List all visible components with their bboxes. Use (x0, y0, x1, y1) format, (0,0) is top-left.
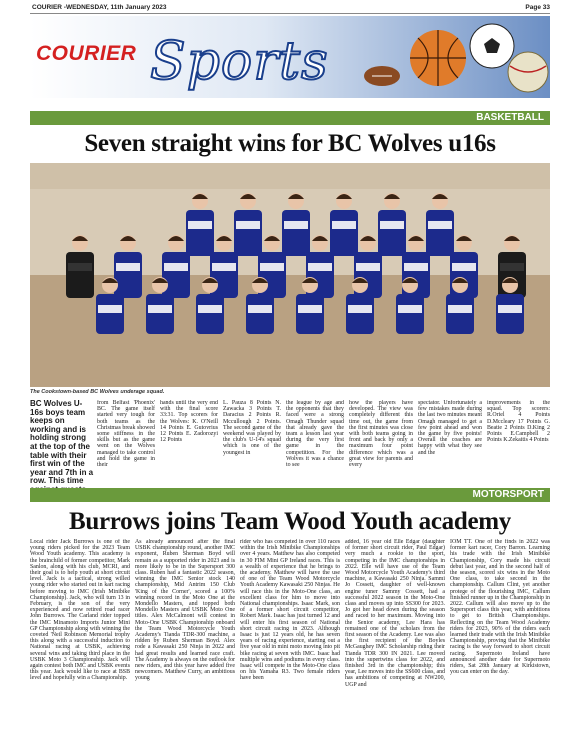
section-bar-basketball (30, 111, 550, 125)
article2-col1: Local rider Jack Burrows is one of the young riders picked for the 2023 Team Wood Youth academy. This academy is the brainchild of former competitor, Mark Sanlon, along with his club, MCRI, and their goal is to help youth at short circuit level. Jack is a tactical, strong willed young rider who started out in kart racing before moving to IMC (Irish Minibike Championship). Jack, who will turn 13 in February, is the son of the very experienced and now retired road racer John Burrows. The Carland rider topped the IMC Minamoto Imports Junior Mini GP Championship along with winning the coveted 'Neil Robinson Memorial trophy this along with a successful induction to National racing at USBK, achieving several wins and taking third place in the USBK Moto 3 Championship. Jack will again contest both IMC and USBK events this year. Jack would like to race at BSB level and hopefully win a Championship. (30, 539, 130, 682)
article1-col3: hands until the very end with the final score 33:31. Top scorers for the Wolves: K. O'Neill 14 Points E. Gutovrius 12 Points E. Zadorozyi 12 Points (160, 400, 218, 444)
sports-logo: Sports (150, 32, 329, 92)
headline-basketball: Seven straight wins for BC Wolves u16s (84, 130, 496, 157)
dateline: COURIER -WEDNESDAY, 11th January 2023 (32, 4, 167, 11)
article1-col6: how the players have developed. The view was completely different this time out, the game from the first minutes was close with both teams going in front and back by only a maximum four point difference which was a great view for parents and every (349, 400, 413, 469)
section-bar-motorsport (30, 488, 550, 502)
article2-col5: IOM TT. One of the finds in 2022 was former kart racer, Cory Barron. Learning his trade with the Irish Minibike Championship, Cory made his circuit debut last year, and in the second half of the season, scored six wins in the Moto One class, to take second in the championship. Callum Clint, yet another protege of the flourishing IMC, Callum finished runner up in the Championship in 2022. Callum will also move up to the Supersport class this year, with ambitions to get to British Championships. Reflecting on the Team Wood Academy riders for 2023, 90% of the riders each learned their trade with the Irish Minibike Championship, proving that the Minibike racing is the way forward to short circuit racing. Supermoto Ireland have announced another date for Supermoto riders, Sat 28th January at Kirkistown, you can enter on the day. (450, 539, 550, 676)
article1-col8: improvements in the squad. Top scorers: R.Oriel 4 Points D.Mccleary 17 Points G. Beatie 2 Points D.King 2 Points E.Campbell 2 Points K.Zekaitis 4 Points (487, 400, 550, 444)
page-header (0, 0, 580, 14)
team-photo (30, 163, 550, 387)
article1-lead: BC Wolves U-16s boys team keeps on working and is holding strong at the top of the table with their first win of the year and 7th in a row. This time (30, 400, 94, 486)
article2-col4: added, 16 year old Elle Edgar (daughter of former short circuit rider, Paul Edgar) very much a rookie to the sport, competing in the IMC championships in 2022. Elle will have use of the Team Wood Motorcycle Youth Academy's third machine, a Kawasaki 250 Ninja. Sammi Jo Cossett, daughter of well-known engine tuner Sammy Cossett, had a successful 2022 season in the Moto-One class and moves up into SS300 for 2023. Jo got her head down during the season and raced to her maximum. Moving into the Senior academy, Lee Hara has remained one of the scholars from the first season of the Academy. Lee was also the first recipient of the Boyles McGaughey IMC Scholarship riding their Tianda TDR 300 IN 2021. Lee moved into the supertwins class for 2022, and finished 3rd in the championship; this year, Lee moves into the SS600 class, and has ambitions of competing at NW200, UGP and (345, 539, 445, 688)
article2-col2: As already announced after the final USBK championship round, another IMC exponent, Ruben Sherman Boyd will remain as a supported rider in 2023 and is more likely to be in the Supersport 300 class. Ruben had a fantastic 2022 season, winning the IMC Senior stock 140 championship, Mid Antrim 150 Club 'King of the Corner', scored a 100% winning record in the Moto One at the Mondello Masters, and topped both Mondello Masters and USBK Moto One titles. Alex McCalmont will contest in Moto-One USBK Championship onboard the Team Wood Motorcycle Youth Academy's Tianda TDR-300 machine, a ridden by Ruben Sherman Boyd. Alex rode a Kawasaki 250 Ninja in 2022 and had great results and learned race craft. The Academy is always on the outlook for new riders, and this year have added five newcomers. Matthew Curry, an ambitious young (135, 539, 235, 682)
courier-logo: COURIER (36, 42, 137, 65)
header-rule (30, 13, 550, 14)
section-label-motorsport: MOTORSPORT (472, 489, 544, 500)
article1-col1 (30, 400, 94, 492)
page-number: Page 33 (525, 4, 550, 11)
article1-col2: from Belfast 'Phoenix' BC. The game itself started very tough for both teams as the Christmas break showed some stiffness in the skills but as the game went on the Wolves managed to take control and hold the game in their (97, 400, 155, 469)
article1-col4: L. Pauza 8 Points N. Zawacka 3 Points T. Daracius 2 Points R. Mccullough 2 Points. The second game of the weekend was played by the club's U-14's squad which is one of the youngest in (223, 400, 281, 456)
team-photo-art (30, 163, 550, 387)
section-label-basketball: BASKETBALL (476, 112, 544, 123)
headline-motorsport: Burrows joins Team Wood Youth academy (69, 508, 511, 535)
article2-col3: rider who has competed in over 110 races within the Irish Minibike Championships over 4 years. Matthew has also competed in 30 FIM Mini GP Ireland races. This is a wealth of experience that he brings to the academy. Matthew will have the use of one of the Team Wood Motorcycle Youth Academy Kawasaki 250 Ninjas. He will race this in the Moto-One class, an excellent class for him to move into National championships. Isaac Mark, son of a former short circuit competitor, Robert Mark. Isaac has just turned 12 and will enter his first season of National short circuit racing in 2023. Although Isaac is just 12 years old, he has seven years of racing experience, starting out a five year old in mini moto moving into pit bike racing at seven with IMC. Isaac had multiple wins and podiums in every class. Isaac will compete in the Moto-One class on his Yamaha R3. Two female riders have been (240, 539, 340, 682)
article1-col5: the league by age and the opponents that they faced were a strong Omagh Thunder squad that already gave the team a lesson last year during the very first game in the competition. For the Wolves it was a chance to see (286, 400, 344, 469)
article1-col7: spectator. Unfortunately a few mistakes made during the last two minutes meant Omagh managed to get a few point ahead and won the game by five points! Overall the coaches are happy with what they see and the (418, 400, 482, 456)
photo-caption: The Cookstown-based BC Wolves underage squad. (30, 389, 165, 395)
masthead (30, 16, 550, 98)
